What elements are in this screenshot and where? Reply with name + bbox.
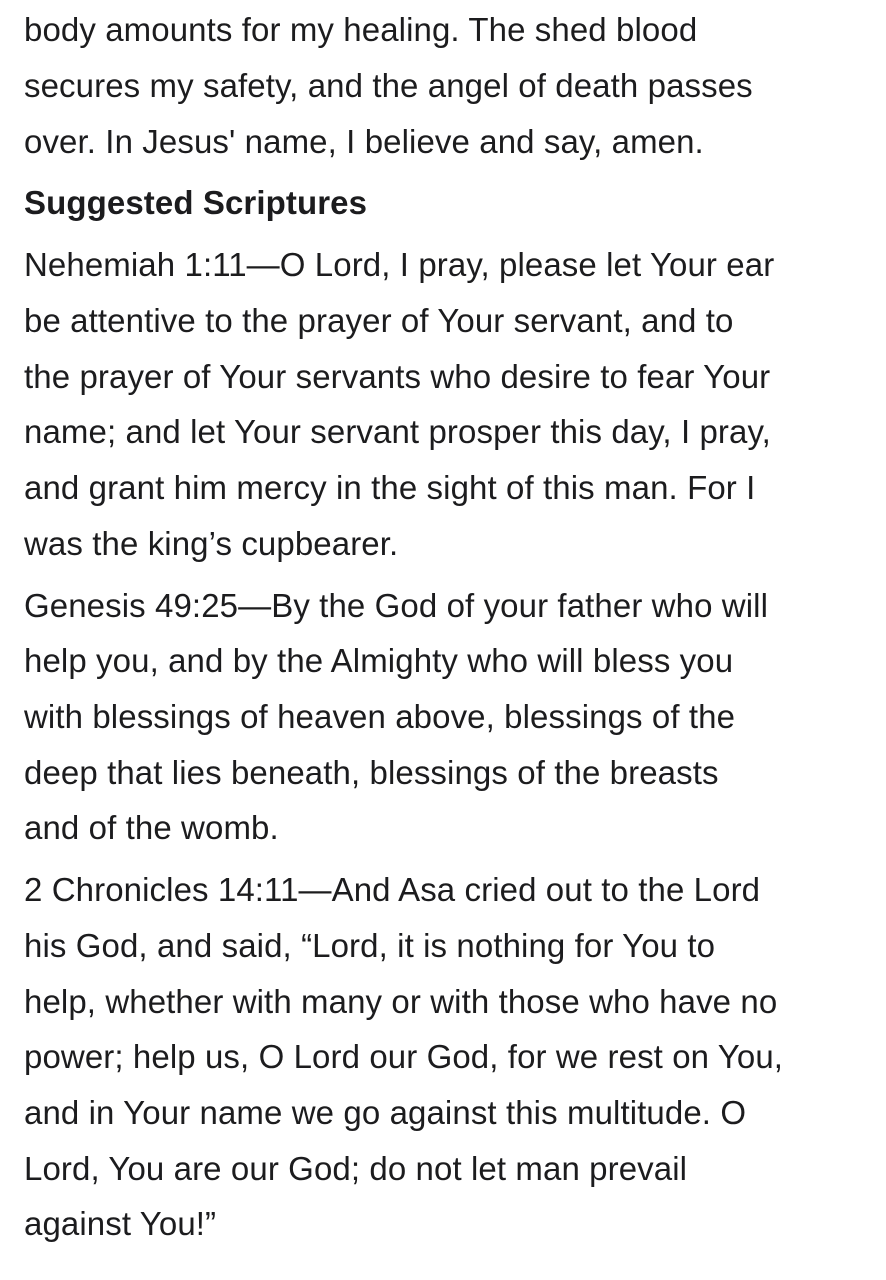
text-line: his God, and said, “Lord, it is nothing for You to <box>24 927 716 964</box>
text-line: power; help us, O Lord our God, for we rest on You, <box>24 1038 784 1075</box>
text-line: the prayer of Your servants who desire to fear Your <box>24 358 771 395</box>
text-line: help you, and by the Almighty who will bless you <box>24 642 734 679</box>
text-line: was the king’s cupbearer. <box>24 525 399 562</box>
text-line: deep that lies beneath, blessings of the breasts <box>24 754 719 791</box>
text-line: Lord, You are our God; do not let man prevail <box>24 1150 688 1187</box>
text-line: name; and let Your servant prosper this day, I pray, <box>24 413 771 450</box>
text-line: with blessings of heaven above, blessings of the <box>24 698 736 735</box>
text-line: over. In Jesus' name, I believe and say, amen. <box>24 123 704 160</box>
text-line: and grant him mercy in the sight of this man. For I <box>24 469 756 506</box>
text-line: against You!” <box>24 1205 217 1242</box>
text-line: and of the womb. <box>24 809 279 846</box>
text-line: Genesis 49:25—By the God of your father who will <box>24 587 769 624</box>
text-line: secures my safety, and the angel of death passes <box>24 67 753 104</box>
text-line: Nehemiah 1:11—O Lord, I pray, please let Your ear <box>24 246 775 283</box>
text-line: and in Your name we go against this multitude. O <box>24 1094 747 1131</box>
text-line: be attentive to the prayer of Your servant, and to <box>24 302 734 339</box>
text-line: body amounts for my healing. The shed blood <box>24 11 698 48</box>
section-heading: Suggested Scriptures <box>24 184 368 221</box>
text-line: 2 Chronicles 14:11—And Asa cried out to the Lord <box>24 871 761 908</box>
text-line: help, whether with many or with those who have no <box>24 983 778 1020</box>
